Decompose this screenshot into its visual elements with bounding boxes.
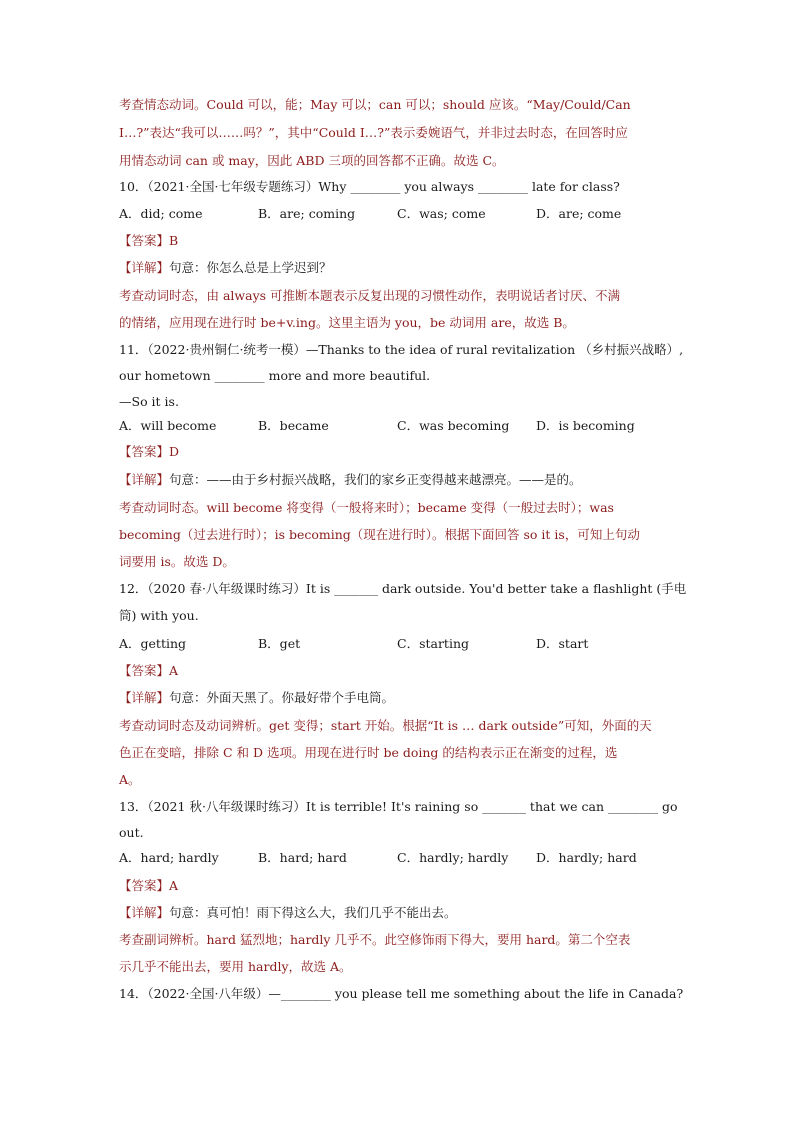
q10-explanation-1: 考查动词时态，由 always 可推断本题表示反复出现的习惯性动作，表明说话者讨厌、不满: [119, 288, 621, 303]
q11-option-d: D．is becoming: [536, 418, 635, 433]
q13-stem-2: out.: [119, 825, 144, 840]
q12-detail: [119, 689, 394, 707]
q12-answer: [119, 662, 178, 680]
q13-answer: [119, 877, 178, 895]
q11-detail: [119, 471, 582, 489]
q12-stem-2: 筒) with you.: [119, 608, 199, 623]
q12-explanation-3: A。: [119, 772, 141, 787]
q14-stem: 14．（2022·全国·八年级）—________ you please tell me something about the life in Canada?: [119, 986, 684, 1001]
q10-option-d: D．are; come: [536, 206, 622, 221]
q13-option-b: B．hard; hard: [258, 850, 347, 865]
translation: 句意：外面天黑了。你最好带个手电筒。: [169, 690, 395, 705]
intro-line-3: 用情态动词 can 或 may，因此 ABD 三项的回答都不正确。故选 C。: [119, 153, 505, 168]
q11-stem-2: our hometown ________ more and more beautiful.: [119, 368, 431, 383]
detail-label: 【详解】: [119, 472, 170, 487]
q11-explanation-1: 考查动词时态。will become 将变得（一般将来时）；became 变得（一般过去时）；was: [119, 500, 614, 515]
answer-label: 【答案】: [119, 663, 170, 678]
q10-option-c: C．was; come: [397, 206, 486, 221]
q11-explanation-3: 词要用 is。故选 D。: [119, 554, 235, 569]
q13-option-d: D．hardly; hard: [536, 850, 637, 865]
q11-option-c: C．was becoming: [397, 418, 510, 433]
q11-stem-3: —So it is.: [119, 394, 179, 409]
q10-answer: [119, 232, 178, 250]
translation: 句意：你怎么总是上学迟到？: [169, 260, 332, 275]
answer-value: A: [169, 878, 179, 893]
q11-answer: [119, 443, 179, 461]
intro-line-2: I…?”表达“我可以……吗？”，其中“Could I…?”表示委婉语气，并非过去时态，在回答时应: [119, 125, 628, 140]
q12-explanation-1: 考查动词时态及动词辨析。get 变得；start 开始。根据“It is … dark outside”可知，外面的天: [119, 718, 652, 733]
q12-explanation-2: 色正在变暗，排除 C 和 D 选项。用现在进行时 be doing 的结构表示正在渐变的过程，选: [119, 745, 618, 760]
q12-option-a: A．getting: [119, 636, 187, 651]
q11-stem-1: 11．（2022·贵州铜仁·统考一模）—Thanks to the idea of rural revitalization （乡村振兴战略）,: [119, 342, 684, 357]
intro-line-1: 考查情态动词。Could 可以，能；May 可以；can 可以；should 应该。“May/Could/Can: [119, 97, 631, 112]
q12-stem-1: 12．（2020 春·八年级课时练习）It is _______ dark outside. You'd better take a flashlight (手电: [119, 581, 687, 596]
translation: 句意：真可怕！雨下得这么大，我们几乎不能出去。: [169, 905, 457, 920]
q10-option-a: A．did; come: [119, 206, 203, 221]
answer-value: D: [169, 444, 180, 459]
answer-value: B: [169, 233, 179, 248]
q13-stem-1: 13．（2021 秋·八年级课时练习）It is terrible! It's raining so _______ that we can ________ go: [119, 799, 678, 814]
q11-explanation-2: becoming（过去进行时）；is becoming（现在进行时）。根据下面回答 so it is，可知上句动: [119, 527, 640, 542]
answer-label: 【答案】: [119, 233, 170, 248]
q11-option-b: B．became: [258, 418, 329, 433]
q13-option-a: A．hard; hardly: [119, 850, 219, 865]
detail-label: 【详解】: [119, 905, 170, 920]
q13-option-c: C．hardly; hardly: [397, 850, 509, 865]
q10-stem: 10．（2021·全国·七年级专题练习）Why ________ you always ________ late for class?: [119, 179, 620, 194]
translation: 句意：——由于乡村振兴战略，我们的家乡正变得越来越漂亮。——是的。: [169, 472, 582, 487]
q10-explanation-2: 的情绪，应用现在进行时 be+v.ing。这里主语为 you，be 动词用 are，故选 B。: [119, 315, 575, 330]
answer-label: 【答案】: [119, 878, 170, 893]
detail-label: 【详解】: [119, 690, 170, 705]
q11-option-a: A．will become: [119, 418, 217, 433]
q12-option-c: C．starting: [397, 636, 470, 651]
q13-detail: [119, 904, 457, 922]
answer-label: 【答案】: [119, 444, 170, 459]
q13-explanation-2: 示几乎不能出去，要用 hardly，故选 A。: [119, 959, 352, 974]
q13-explanation-1: 考查副词辨析。hard 猛烈地；hardly 几乎不。此空修饰雨下得大，要用 hard。第二个空表: [119, 932, 631, 947]
detail-label: 【详解】: [119, 260, 170, 275]
q12-option-d: D．start: [536, 636, 589, 651]
q10-detail: [119, 259, 332, 277]
answer-value: A: [169, 663, 179, 678]
q12-option-b: B．get: [258, 636, 301, 651]
q10-option-b: B．are; coming: [258, 206, 356, 221]
